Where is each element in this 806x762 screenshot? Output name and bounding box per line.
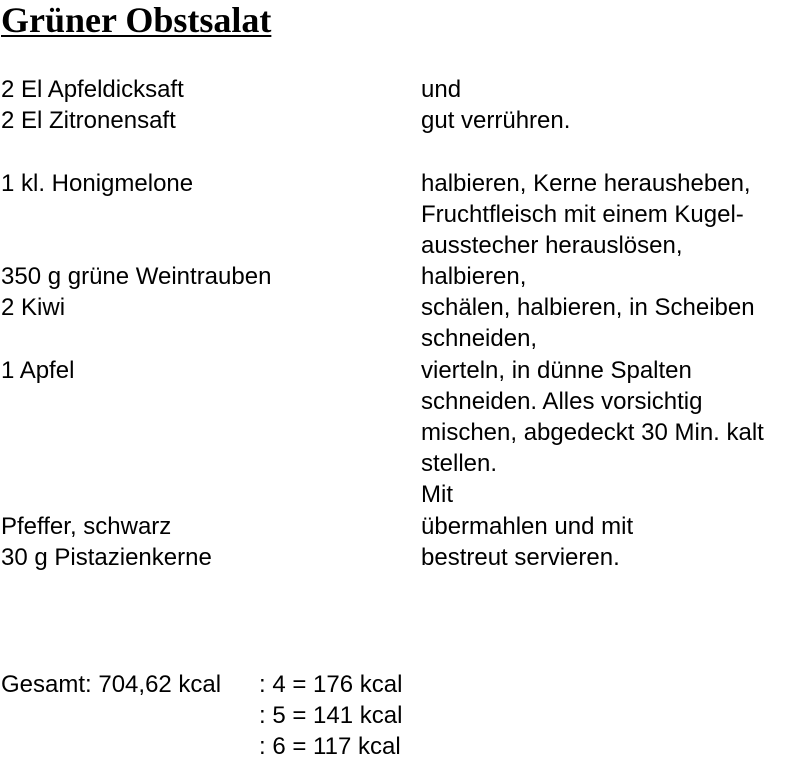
instruction-line: halbieren, Kerne herausheben, [421,170,751,197]
instruction-line: schneiden, [421,325,538,352]
instruction-line: ausstecher herauslösen, [421,232,683,259]
ingredient-weintrauben: 350 g grüne Weintrauben [1,263,272,290]
recipe-title: Grüner Obstsalat [1,0,272,40]
instruction-line: halbieren, [421,263,527,290]
instruction-line: übermahlen und mit [421,513,634,540]
instruction-line: und [421,76,462,103]
ingredient-apfel: 1 Apfel [1,357,75,384]
instruction-line: stellen. [421,450,498,477]
ingredient-honigmelone: 1 kl. Honigmelone [1,170,194,197]
ingredient-zitronensaft: 2 El Zitronensaft [1,107,176,134]
total-calories: Gesamt: 704,62 kcal [1,671,222,698]
ingredient-kiwi: 2 Kiwi [1,294,66,321]
ingredient-pistazienkerne: 30 g Pistazienkerne [1,544,212,571]
ingredient-apfeldicksaft: 2 El Apfeldicksaft [1,76,184,103]
instruction-line: Mit [421,481,453,508]
instruction-line: vierteln, in dünne Spalten [421,357,692,384]
instruction-line: bestreut servieren. [421,544,620,571]
ingredient-pfeffer: Pfeffer, schwarz [1,513,172,540]
instruction-line: schneiden. Alles vorsichtig [421,388,703,415]
calories-per-portion: : 4 = 176 kcal [259,671,403,698]
instruction-line: Fruchtfleisch mit einem Kugel- [421,201,744,228]
calories-per-portion: : 6 = 117 kcal [259,733,401,760]
instruction-line: schälen, halbieren, in Scheiben [421,294,755,321]
instruction-line: mischen, abgedeckt 30 Min. kalt [421,419,764,446]
calories-per-portion: : 5 = 141 kcal [259,702,403,729]
instruction-line: gut verrühren. [421,107,571,134]
